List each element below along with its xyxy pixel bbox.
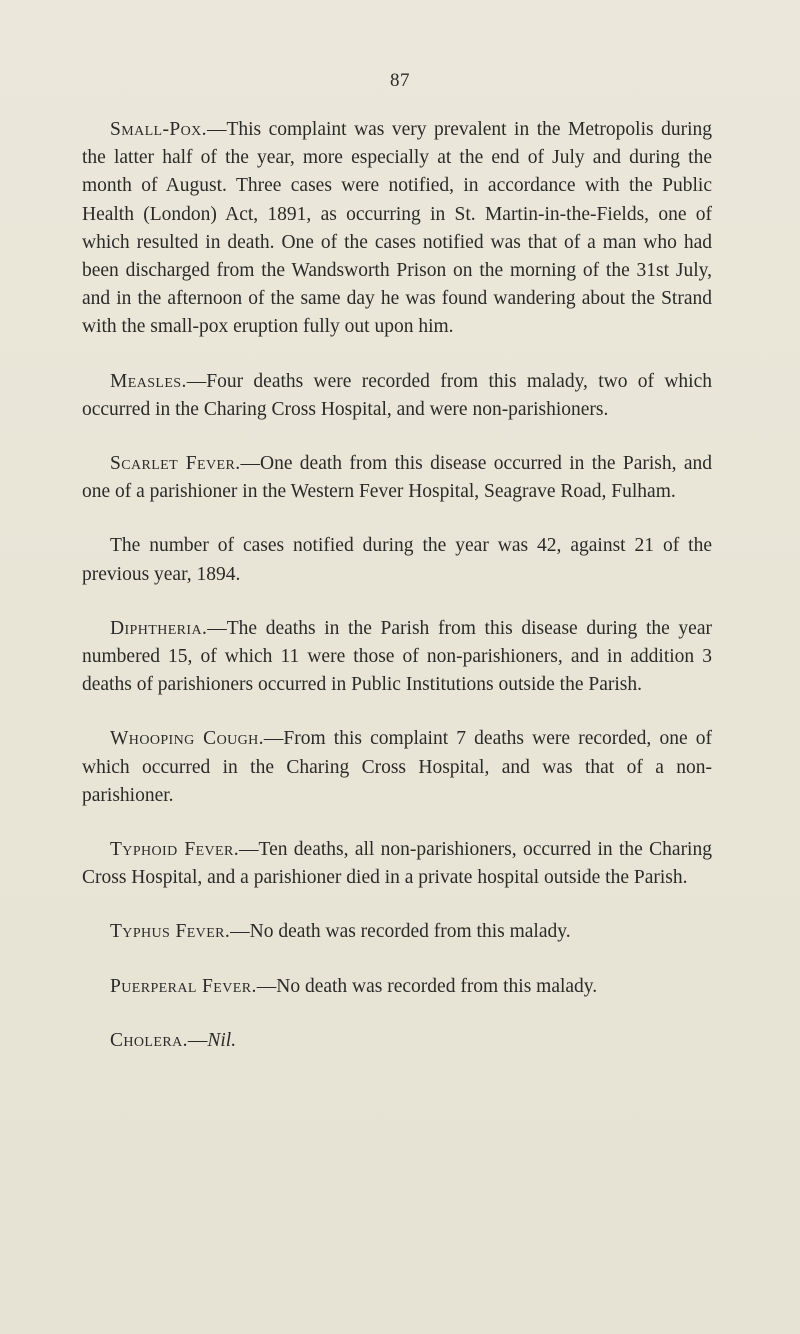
heading-cholera: Cholera. [110,1029,188,1051]
heading-scarlet-fever: Scarlet Fever. [110,453,241,475]
paragraph-typhoid-fever [82,836,712,892]
paragraph-diphtheria [82,615,712,700]
heading-puerperal-fever: Puerperal Fever. [110,975,257,997]
paragraph-whooping-cough [82,725,712,810]
text-typhoid-fever: —Ten deaths, all non-parishioners, occurred in the Charing Cross Hospital, and a parishioner died in a private hospital outside the Parish. [82,839,712,889]
text-whooping-cough: —From this complaint 7 deaths were recorded, one of which occurred in the Charing Cross Hospital, and was that of a non-parishioner. [82,728,712,806]
text-small-pox: —This complaint was very prevalent in the Metropolis during the latter half of the year, more especially at the end of July and during the month of August. Three cases were notified, in accordance with the Public Health (London) Act, 1891, as occurring in St. Martin-in-the-Fields, one of which resulted in death. One of the cases notified was that of a man who had been discharged from the Wandsworth Prison on the morning of the 31st July, and in the afternoon of the same day he was found wandering about the Strand with the small-pox eruption fully out upon him. [82,119,712,338]
paragraph-scarlet-fever [82,450,712,506]
paragraph-cholera [82,1027,712,1055]
text-typhus-fever: —No death was recorded from this malady. [230,921,571,943]
text-cases-notified: The number of cases notified during the year was 42, against 21 of the previous year, 1894. [82,535,712,585]
heading-measles: Measles. [110,370,187,392]
heading-small-pox: Small-Pox. [110,119,207,140]
heading-diphtheria: Diphtheria. [110,617,208,639]
heading-typhoid-fever: Typhoid Fever. [110,839,240,861]
report-body [82,116,712,1055]
paragraph-measles [82,368,712,424]
text-diphtheria: —The deaths in the Parish from this disease during the year numbered 15, of which 11 were those of non-parishioners, and in addition 3 deaths of parishioners occurred in Public Institutions outside the Parish. [82,617,712,696]
text-measles: —Four deaths were recorded from this malady, two of which occurred in the Charing Cross Hospital, and were non-parishioners. [82,370,712,420]
heading-typhus-fever: Typhus Fever. [110,921,231,943]
paragraph-typhus-fever [82,918,712,946]
text-puerperal-fever: —No death was recorded from this malady. [256,975,598,997]
paragraph-small-pox [82,116,712,342]
paragraph-puerperal-fever [82,973,712,1001]
heading-whooping-cough: Whooping Cough. [110,728,264,750]
page-number: 87 [390,70,410,91]
text-cholera: — [187,1029,208,1051]
text-scarlet-fever: —One death from this disease occurred in the Parish, and one of a parishioner in the Western Fever Hospital, Seagrave Road, Fulham. [82,453,712,503]
cholera-nil: Nil. [207,1029,237,1051]
paragraph-cases-notified [82,532,712,588]
